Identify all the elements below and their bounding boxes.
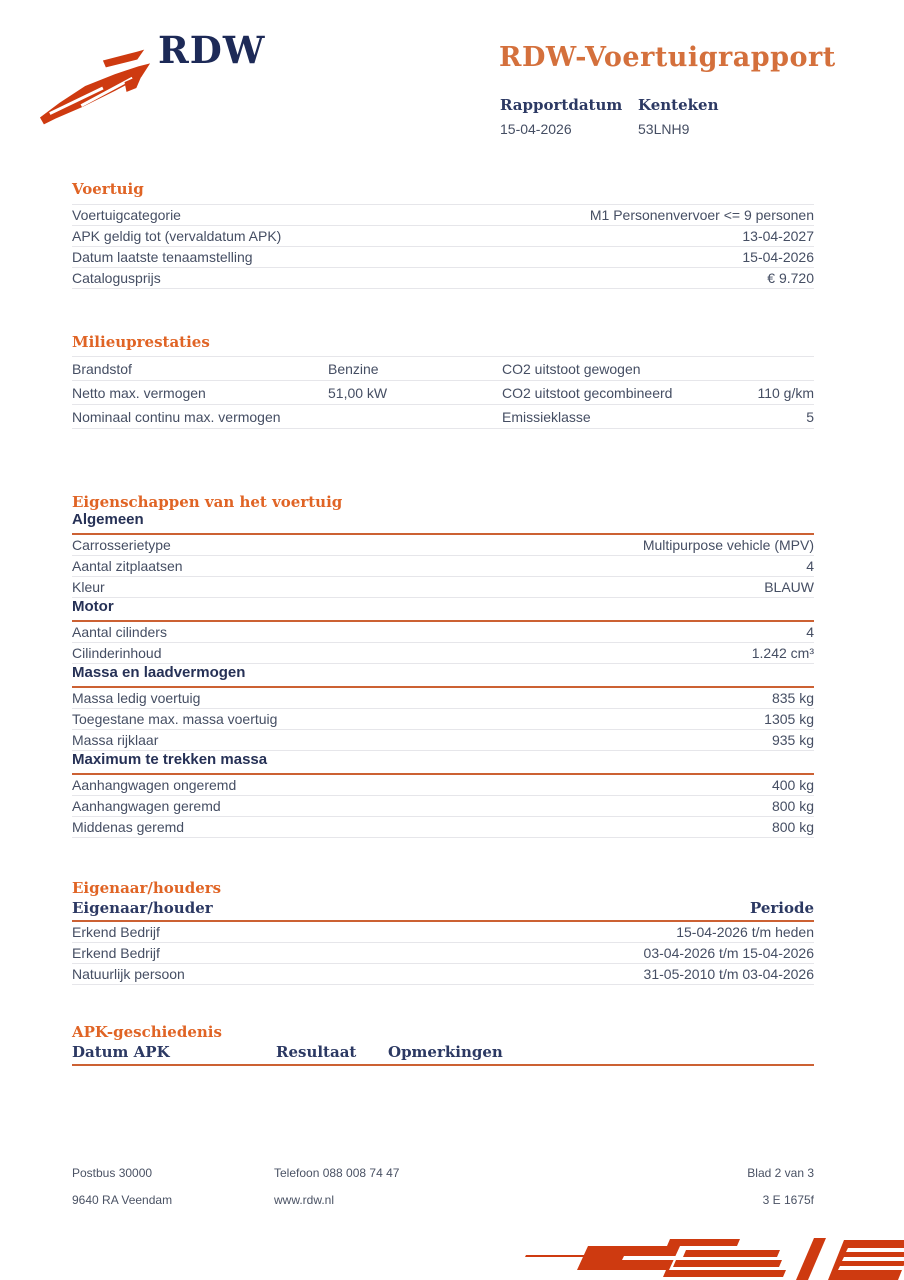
table-row <box>72 922 814 943</box>
row-label-right: Emissieklasse <box>502 408 591 425</box>
row-label: Kleur <box>72 579 105 595</box>
footer-row <box>72 1193 814 1207</box>
column-header-owner: Eigenaar/houder <box>72 899 213 917</box>
section-heading-milieuprestaties: Milieuprestaties <box>72 333 210 351</box>
owner-name: Erkend Bedrijf <box>72 945 160 961</box>
table-row <box>72 643 814 664</box>
footer-form-code: 3 E 1675f <box>762 1193 814 1207</box>
section-heading-eigenschappen: Eigenschappen van het voertuig <box>72 493 343 511</box>
row-value: 15-04-2026 <box>742 249 814 265</box>
row-value: 935 kg <box>771 732 814 748</box>
subsection-heading-motor: Motor <box>72 598 814 622</box>
table-row <box>72 964 814 985</box>
row-label-left: Nominaal continu max. vermogen <box>72 408 281 425</box>
voertuig-rows <box>72 204 814 289</box>
table-row <box>72 556 814 577</box>
row-label: Aantal zitplaatsen <box>72 558 183 574</box>
subsection-heading-trekken-massa: Maximum te trekken massa <box>72 751 814 775</box>
row-label: Catalogusprijs <box>72 270 161 286</box>
row-value: € 9.720 <box>767 270 814 286</box>
row-value: 400 kg <box>771 777 814 793</box>
apk-table-header <box>72 1043 814 1066</box>
section-heading-apk: APK-geschiedenis <box>72 1023 222 1041</box>
row-label-right: CO2 uitstoot gewogen <box>502 360 641 377</box>
row-value: BLAUW <box>764 579 814 595</box>
table-row <box>72 268 814 289</box>
section-eigenaar-houders <box>72 879 814 985</box>
table-row <box>72 775 814 796</box>
table-row <box>72 943 814 964</box>
table-row <box>72 796 814 817</box>
row-value: 13-04-2027 <box>742 228 814 244</box>
footer-row <box>72 1166 814 1180</box>
owner-rows <box>72 922 814 985</box>
owner-period: 03-04-2026 t/m 15-04-2026 <box>643 945 814 961</box>
footer-website: www.rdw.nl <box>274 1193 335 1207</box>
column-header-period: Periode <box>749 899 814 917</box>
page-title: RDW-Voertuigrapport <box>499 42 836 73</box>
report-date-label: Rapportdatum <box>500 96 623 114</box>
footer-address-line2: 9640 RA Veendam <box>72 1193 173 1207</box>
owner-period: 31-05-2010 t/m 03-04-2026 <box>643 966 814 982</box>
table-row <box>72 730 814 751</box>
report-date-value: 15-04-2026 <box>500 121 572 137</box>
subsection-heading-algemeen: Algemeen <box>72 511 814 535</box>
row-label: Aantal cilinders <box>72 624 167 640</box>
row-value: Multipurpose vehicle (MPV) <box>642 537 814 553</box>
massa-rows <box>72 688 814 751</box>
section-apk-geschiedenis <box>72 1023 814 1066</box>
owner-table-header <box>72 899 814 922</box>
table-row <box>72 247 814 268</box>
report-body <box>72 0 814 1066</box>
license-plate-value: 53LNH9 <box>638 121 690 137</box>
table-row <box>72 709 814 730</box>
row-value-right: 5 <box>806 408 814 425</box>
owner-period: 15-04-2026 t/m heden <box>676 924 814 940</box>
row-value: 835 kg <box>771 690 814 706</box>
speed-stripes-graphic <box>514 1232 904 1280</box>
rdw-logo-text: RDW <box>158 28 266 72</box>
row-label-left: Netto max. vermogen <box>72 384 206 401</box>
section-milieuprestaties <box>72 333 814 429</box>
section-voertuig <box>72 180 814 289</box>
motor-rows <box>72 622 814 664</box>
footer-phone: Telefoon 088 008 74 47 <box>274 1166 400 1180</box>
row-value: M1 Personenvervoer <= 9 personen <box>589 207 814 223</box>
row-label: Carrosserietype <box>72 537 171 553</box>
row-label: Aanhangwagen ongeremd <box>72 777 237 793</box>
row-label: Aanhangwagen geremd <box>72 798 221 814</box>
table-row <box>72 381 814 405</box>
milieu-rows <box>72 356 814 429</box>
section-heading-voertuig: Voertuig <box>72 180 144 198</box>
row-value: 800 kg <box>771 819 814 835</box>
algemeen-rows <box>72 535 814 598</box>
table-row <box>72 405 814 429</box>
table-row <box>72 535 814 556</box>
row-label: Massa ledig voertuig <box>72 690 201 706</box>
row-value-left: 51,00 kW <box>328 384 388 401</box>
table-row <box>72 226 814 247</box>
table-row <box>72 205 814 226</box>
table-row <box>72 577 814 598</box>
row-value: 800 kg <box>771 798 814 814</box>
owner-name: Erkend Bedrijf <box>72 924 160 940</box>
section-heading-eigenaar: Eigenaar/houders <box>72 879 222 897</box>
table-row <box>72 817 814 838</box>
row-value-left: Benzine <box>328 360 379 377</box>
license-plate-label: Kenteken <box>638 96 719 114</box>
row-value: 1305 kg <box>764 711 814 727</box>
subsection-heading-massa: Massa en laadvermogen <box>72 664 814 688</box>
owner-name: Natuurlijk persoon <box>72 966 185 982</box>
row-label: Massa rijklaar <box>72 732 159 748</box>
page-footer <box>72 1166 814 1220</box>
row-label-left: Brandstof <box>72 360 132 377</box>
row-label: Middenas geremd <box>72 819 185 835</box>
column-header-apk-remarks: Opmerkingen <box>388 1043 503 1061</box>
trekken-massa-rows <box>72 775 814 838</box>
row-value: 4 <box>806 558 814 574</box>
row-label: Toegestane max. massa voertuig <box>72 711 278 727</box>
row-label: Datum laatste tenaamstelling <box>72 249 253 265</box>
row-label: Voertuigcategorie <box>72 207 181 223</box>
footer-address-line1: Postbus 30000 <box>72 1166 153 1180</box>
row-label-right: CO2 uitstoot gecombineerd <box>502 384 673 401</box>
column-header-apk-result: Resultaat <box>276 1043 357 1061</box>
footer-page-indicator: Blad 2 van 3 <box>747 1166 814 1180</box>
row-value: 4 <box>806 624 814 640</box>
table-row <box>72 688 814 709</box>
table-row <box>72 357 814 381</box>
row-label: APK geldig tot (vervaldatum APK) <box>72 228 282 244</box>
section-eigenschappen <box>72 493 814 838</box>
row-value: 1.242 cm³ <box>751 645 814 661</box>
column-header-apk-date: Datum APK <box>72 1043 170 1061</box>
table-row <box>72 622 814 643</box>
row-value-right: 110 g/km <box>757 384 814 401</box>
row-label: Cilinderinhoud <box>72 645 162 661</box>
